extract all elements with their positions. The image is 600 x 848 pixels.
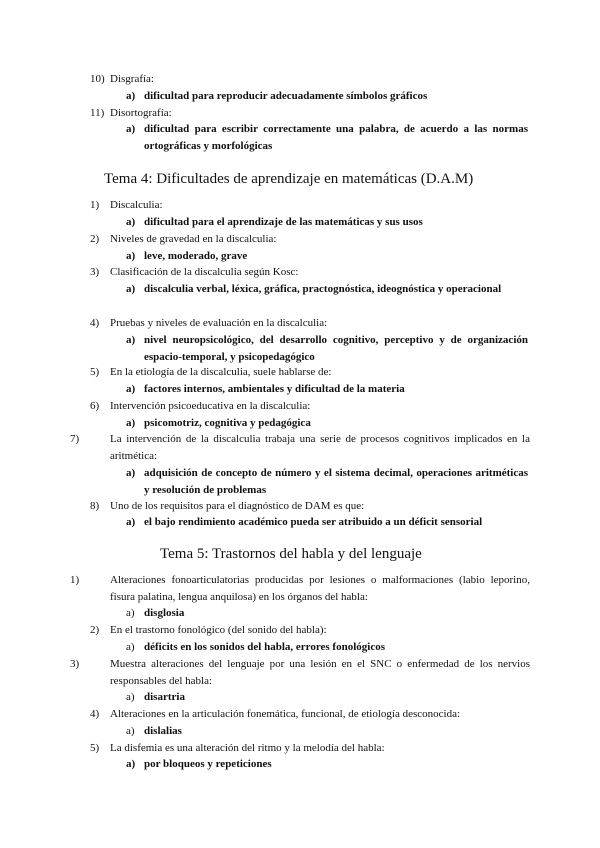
question-text: Disgrafía: — [110, 73, 154, 85]
question-t4-2 — [90, 231, 530, 248]
section-title-tema-4: Tema 4: Dificultades de aprendizaje en matemáticas (D.A.M) — [104, 171, 474, 187]
answer-text: por bloqueos y repeticiones — [144, 758, 272, 770]
answer-t4-2 — [126, 248, 528, 265]
answer-text: el bajo rendimiento académico pueda ser atribuido a un déficit sensorial — [144, 516, 483, 528]
answer-t4-5 — [126, 381, 528, 398]
question-number: 5) — [90, 366, 100, 378]
question-t4-4 — [90, 315, 530, 332]
question-text: Alteraciones en la articulación fonemática, funcional, de etiología desconocida: — [110, 708, 461, 720]
question-t5-1 — [70, 572, 530, 606]
answer-letter: a) — [126, 758, 136, 770]
question-text: Pruebas y niveles de evaluación en la discalculia: — [110, 317, 328, 329]
question-text: Alteraciones fonoarticulatorias producidas por lesiones o malformaciones (labio leporino, fisura palatina, lengua anquilosa) en los órganos del habla: — [110, 574, 530, 603]
question-t5-4 — [90, 706, 530, 723]
question-text: Clasificación de la discalculia según Kosc: — [110, 266, 299, 278]
answer-letter: a) — [126, 641, 135, 653]
answer-t4-3 — [126, 281, 528, 298]
question-text: La disfemia es una alteración del ritmo y la melodía del habla: — [110, 742, 385, 754]
answer-t5-4 — [126, 723, 528, 740]
question-text: En la etiología de la discalculia, suele hablarse de: — [110, 366, 332, 378]
answer-t5-1 — [126, 605, 528, 622]
question-number: 4) — [90, 708, 100, 720]
question-t4-3 — [90, 264, 530, 281]
question-number: 3) — [70, 658, 80, 670]
answer-text: disartria — [144, 691, 185, 703]
answer-text: leve, moderado, grave — [144, 250, 248, 262]
answer-11 — [126, 121, 528, 155]
answer-letter: a) — [126, 691, 135, 703]
answer-letter: a) — [126, 607, 135, 619]
answer-text: disglosia — [144, 607, 185, 619]
question-t5-5 — [90, 740, 530, 757]
answer-letter: a) — [126, 216, 136, 228]
question-text: En el trastorno fonológico (del sonido del habla): — [110, 624, 327, 636]
answer-text: dificultad para el aprendizaje de las matemáticas y sus usos — [144, 216, 423, 228]
answer-text: dificultad para reproducir adecuadamente símbolos gráficos — [144, 90, 428, 102]
question-text: Uno de los requisitos para el diagnóstico de DAM es que: — [110, 500, 365, 512]
answer-text: déficits en los sonidos del habla, errores fonológicos — [144, 641, 385, 653]
question-number: 2) — [90, 624, 100, 636]
answer-letter: a) — [126, 123, 136, 135]
answer-letter: a) — [126, 417, 136, 429]
question-text: Muestra alteraciones del lenguaje por una lesión en el SNC o enfermedad de los nervios responsables del habla: — [110, 658, 530, 687]
question-number: 1) — [90, 199, 100, 211]
question-number: 11) — [90, 107, 105, 119]
answer-t4-7 — [126, 465, 528, 499]
answer-t5-2 — [126, 639, 528, 656]
question-number: 5) — [90, 742, 100, 754]
answer-t5-3 — [126, 689, 528, 706]
answer-letter: a) — [126, 516, 136, 528]
answer-letter: a) — [126, 250, 136, 262]
question-t5-3 — [70, 656, 530, 690]
question-number: 1) — [70, 574, 80, 586]
question-number: 4) — [90, 317, 100, 329]
answer-text: factores internos, ambientales y dificultad de la materia — [144, 383, 405, 395]
question-number: 7) — [70, 433, 80, 445]
answer-t4-1 — [126, 214, 528, 231]
answer-t4-8 — [126, 514, 528, 531]
answer-t4-6 — [126, 415, 528, 432]
question-text: La intervención de la discalculia trabaja una serie de procesos cognitivos implicados en la aritmética: — [110, 433, 530, 462]
answer-text: psicomotriz, cognitiva y pedagógica — [144, 417, 311, 429]
question-11 — [90, 105, 530, 122]
section-title-tema-5: Tema 5: Trastornos del habla y del lenguaje — [160, 546, 422, 562]
question-number: 8) — [90, 500, 100, 512]
question-text: Discalculia: — [110, 199, 163, 211]
answer-text: nivel neuropsicológico, del desarrollo cognitivo, perceptivo y de organización espacio-temporal, y psicopedagógico — [144, 334, 528, 363]
answer-letter: a) — [126, 283, 136, 295]
question-text: Niveles de gravedad en la discalculia: — [110, 233, 277, 245]
question-t4-6 — [90, 398, 530, 415]
answer-t4-4 — [126, 332, 528, 366]
answer-letter: a) — [126, 383, 136, 395]
answer-text: dificultad para escribir correctamente una palabra, de acuerdo a las normas ortográficas y morfológicas — [144, 123, 528, 152]
question-text: Disortografía: — [110, 107, 172, 119]
answer-letter: a) — [126, 467, 136, 479]
question-number: 3) — [90, 266, 100, 278]
question-text: Intervención psicoeducativa en la discalculia: — [110, 400, 311, 412]
question-t4-1 — [90, 197, 530, 214]
answer-text: dislalias — [144, 725, 182, 737]
answer-letter: a) — [126, 90, 136, 102]
answer-t5-5 — [126, 756, 528, 773]
answer-10 — [126, 88, 528, 105]
question-10 — [90, 71, 530, 88]
answer-letter: a) — [126, 334, 136, 346]
question-t4-5 — [90, 364, 530, 381]
question-t4-7 — [70, 431, 530, 465]
question-number: 6) — [90, 400, 100, 412]
question-t5-2 — [90, 622, 530, 639]
question-number: 2) — [90, 233, 100, 245]
answer-text: adquisición de concepto de número y el sistema decimal, operaciones aritméticas y resolución de problemas — [144, 467, 528, 496]
answer-text: discalculia verbal, léxica, gráfica, practognóstica, ideognóstica y operacional — [144, 283, 502, 295]
question-number: 10) — [90, 73, 105, 85]
question-t4-8 — [90, 498, 530, 515]
answer-letter: a) — [126, 725, 135, 737]
